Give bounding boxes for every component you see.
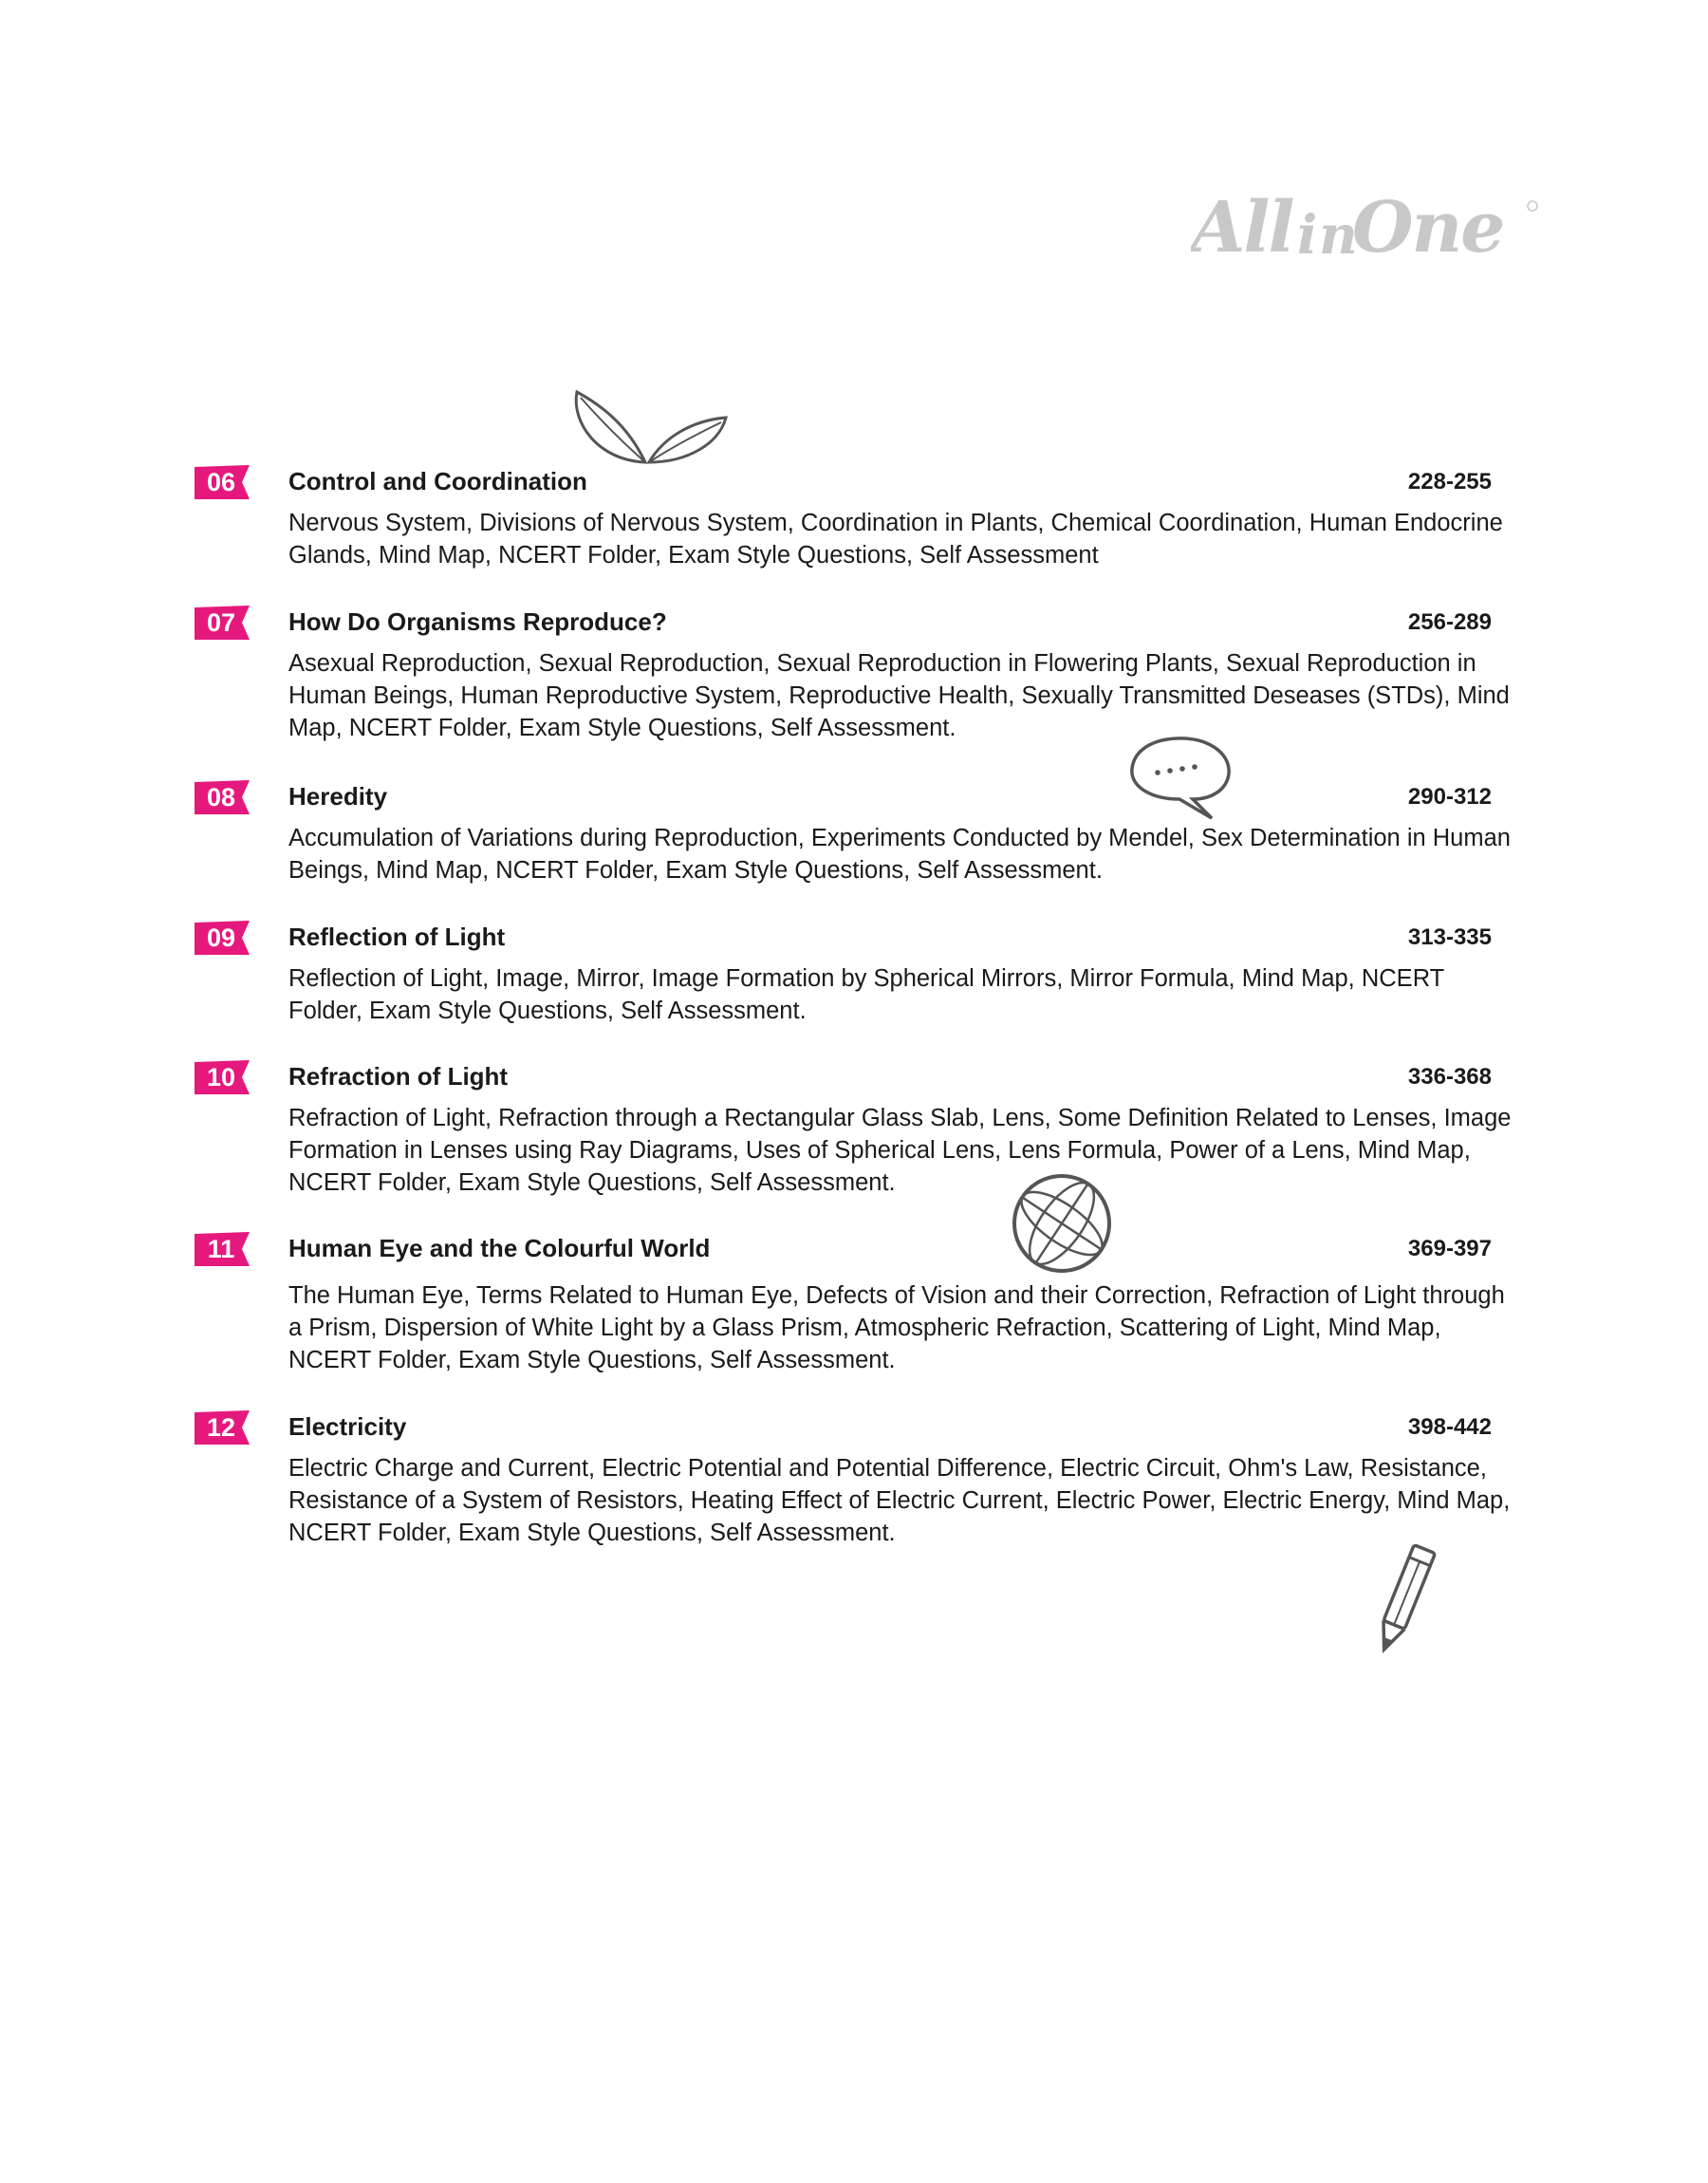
pencil-icon [1366,1538,1442,1661]
chapter-topics: Accumulation of Variations during Reproduction, Experiments Conducted by Mendel, Sex Determination in Human Beings, Mind Map, NCERT Folder, Exam Style Questions, Self Assessment. [288,825,1511,884]
chapter-title[interactable]: How Do Organisms Reproduce? [288,607,667,636]
chapter-number: 07 [206,608,236,637]
chapter-pages: 228-255 [1407,469,1492,494]
chapter-pages: 313-335 [1407,924,1492,950]
chapter-pages: 398-442 [1407,1414,1492,1440]
chapter-title[interactable]: Heredity [288,782,388,811]
svg-text:i: i [1297,204,1318,267]
chapter-pages: 290-312 [1407,784,1492,810]
chapter-pages: 369-397 [1407,1236,1492,1261]
allinone-logo [1191,185,1551,271]
chapter-pages: 336-368 [1407,1064,1492,1090]
chapter-number: 09 [206,924,236,952]
speech-bubble-icon [1124,731,1238,826]
chapter-title[interactable]: Reflection of Light [288,923,506,951]
svg-text:All: All [1191,187,1293,269]
chapter-title[interactable]: Control and Coordination [288,467,587,495]
chapter-title[interactable]: Human Eye and the Colourful World [288,1234,711,1262]
leaf-icon [569,384,731,470]
chapter-number: 11 [207,1235,235,1263]
chapter-title[interactable]: Refraction of Light [288,1062,509,1091]
chapter-title[interactable]: Electricity [288,1412,407,1441]
chapter-topics: The Human Eye, Terms Related to Human Eye, Defects of Vision and their Correction, Refraction of Light through a Prism, Dispersion of White Light by a Glass Prism, Atmospheric Refraction, Scattering of Light, Mind Map, NCERT Folder, Exam Style Questions, Self Assessment. [288,1282,1505,1373]
chapter-number: 10 [206,1063,236,1092]
chapter-topics: Asexual Reproduction, Sexual Reproduction, Sexual Reproduction in Flowering Plants, Sexual Reproduction in Human Beings, Human Reproductive System, Reproductive Health, Sexually Transmitted Deseases (STDs), Mind Map, NCERT Folder, Exam Style Questions, Self Assessment. [288,650,1510,741]
chapter-number: 12 [206,1413,236,1442]
svg-text:n: n [1319,204,1358,267]
chapter-number: 08 [206,783,236,812]
chapter-topics: Reflection of Light, Image, Mirror, Image Formation by Spherical Mirrors, Mirror Formula, Mind Map, NCERT Folder, Exam Style Questions, Self Assessment. [288,965,1444,1024]
chapter-number: 06 [206,468,236,496]
chapter-topics: Refraction of Light, Refraction through a Rectangular Glass Slab, Lens, Some Definition Related to Lenses, Image Formation in Lenses using Ray Diagrams, Uses of Spherical Lens, Lens Formula, Power of a Lens, Mind Map, NCERT Folder, Exam Style Questions, Self Assessment. [288,1105,1512,1196]
svg-text:One: One [1352,187,1504,269]
chapter-pages: 256-289 [1407,609,1492,635]
chapter-topics: Nervous System, Divisions of Nervous System, Coordination in Plants, Chemical Coordination, Human Endocrine Glands, Mind Map, NCERT Folder, Exam Style Questions, Self Assessment [288,510,1503,569]
chapter-topics: Electric Charge and Current, Electric Potential and Potential Difference, Electric Circuit, Ohm's Law, Resistance, Resistance of a System of Resistors, Heating Effect of Electric Current, Electric Power, Electric Energy, Mind Map, NCERT Folder, Exam Style Questions, Self Assessment. [288,1455,1511,1546]
